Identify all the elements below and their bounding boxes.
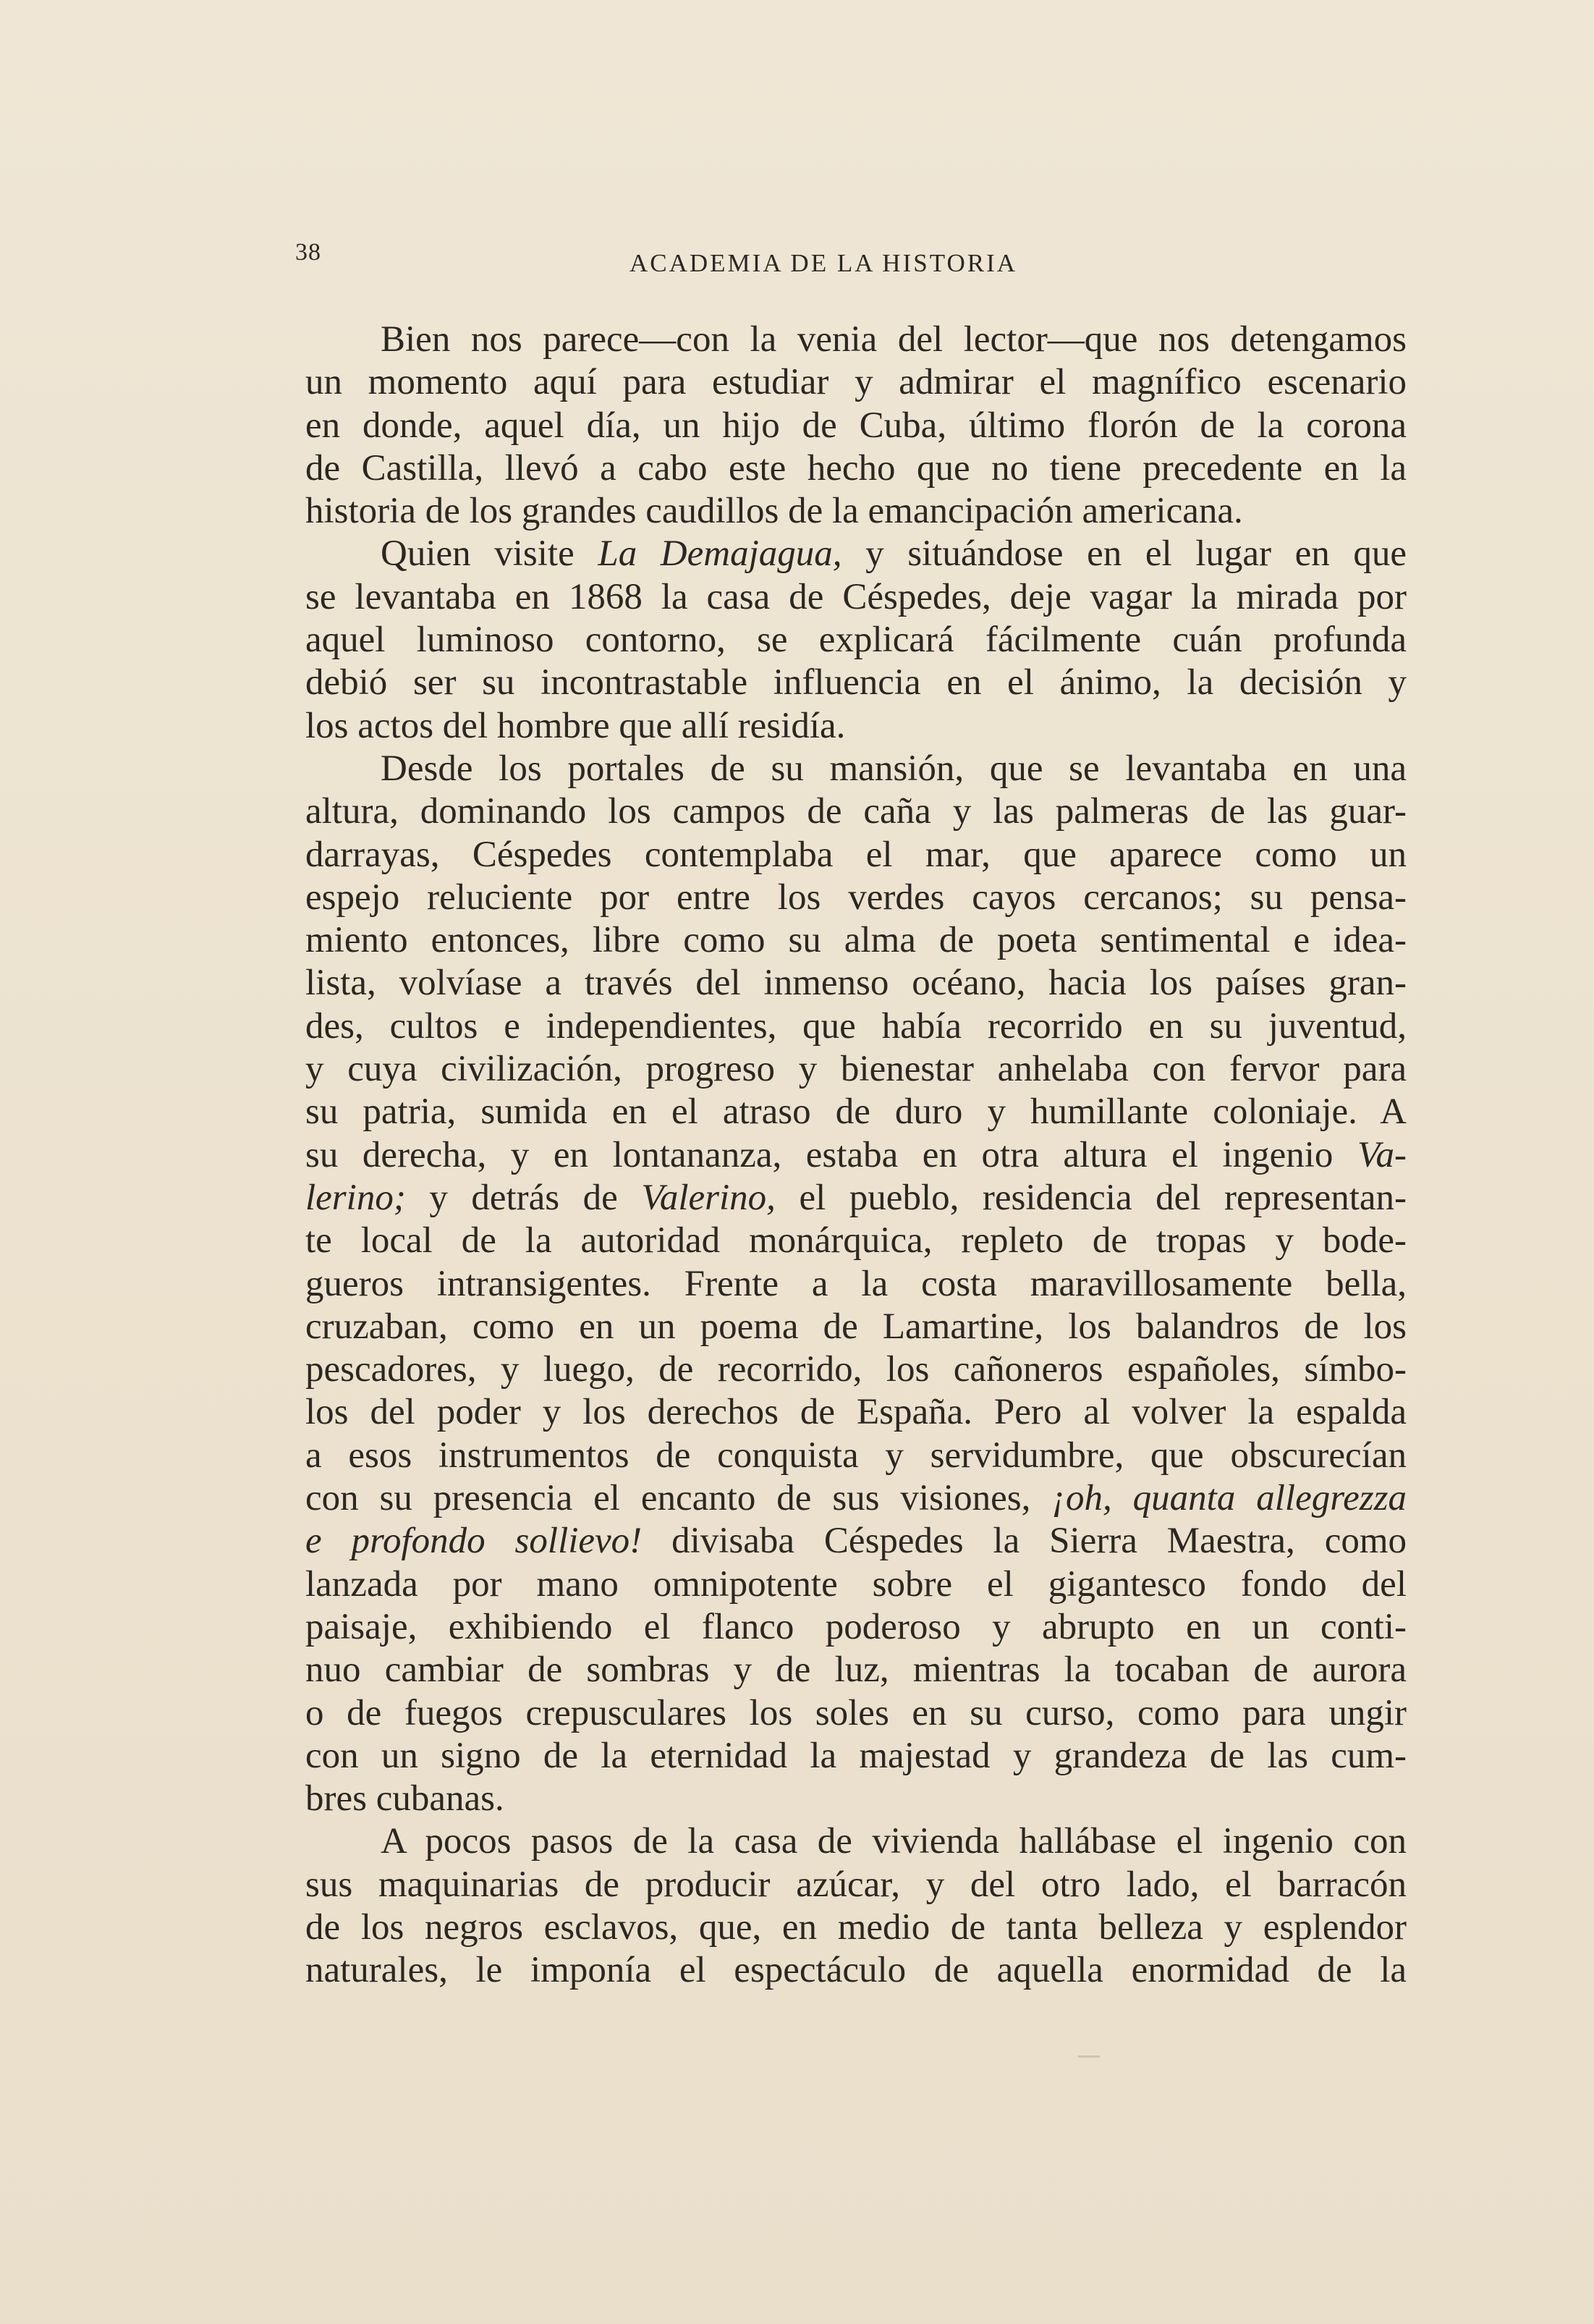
text-span: darrayas, Céspedes contemplaba el mar, que aparece como un <box>305 834 1407 875</box>
text-span: con un signo de la eternidad la majestad y grandeza de las cum- <box>305 1735 1407 1776</box>
running-head: ACADEMIA DE LA HISTORIA <box>629 249 1017 277</box>
text-line <box>305 619 1407 662</box>
text-line <box>305 1735 1407 1778</box>
text-span: miento entonces, libre como su alma de poeta sentimental e idea- <box>305 920 1407 961</box>
text-span: un momento aquí para estudiar y admirar el magnífico escenario <box>305 362 1407 403</box>
text-span: lista, volvíase a través del inmenso océano, hacia los países gran- <box>305 963 1407 1004</box>
text-span: gueros intransigentes. Frente a la costa maravillosamente bella, <box>305 1263 1407 1304</box>
text-span: pescadores, y luego, de recorrido, los cañoneros españoles, símbo- <box>305 1349 1407 1390</box>
text-line <box>305 790 1407 833</box>
text-line <box>305 1005 1407 1048</box>
text-line <box>305 490 1407 533</box>
text-line <box>305 662 1407 704</box>
text-line <box>305 1864 1407 1906</box>
text-span: y situándose en el lugar en que <box>841 533 1407 575</box>
text-span: o de fuegos crepusculares los soles en su curso, como para ungir <box>305 1692 1407 1733</box>
text-line <box>305 834 1407 876</box>
text-span: divisaba Céspedes la Sierra Maestra, como <box>642 1521 1407 1562</box>
text-line <box>305 1477 1407 1520</box>
text-line <box>305 1220 1407 1262</box>
text-line <box>305 1091 1407 1133</box>
text-line <box>305 447 1407 490</box>
text-line <box>305 1306 1407 1348</box>
text-line <box>305 1949 1407 1992</box>
text-line <box>305 1906 1407 1949</box>
text-span: des, cultos e independientes, que había recorrido en su juventud, <box>305 1005 1407 1047</box>
text-span: su derecha, y en lontananza, estaba en otra altura el ingenio <box>305 1134 1358 1175</box>
text-span: te local de la autoridad monárquica, repleto de tropas y bode- <box>305 1220 1407 1262</box>
text-line <box>305 1391 1407 1434</box>
text-span: de los negros esclavos, que, en medio de tanta belleza y esplendor <box>305 1906 1407 1948</box>
text-span: debió ser su incontrastable influencia en el ánimo, la decisión y <box>305 662 1407 703</box>
text-span: su patria, sumida en el atraso de duro y humillante coloniaje. A <box>305 1091 1407 1133</box>
text-line <box>305 748 1407 790</box>
text-span: nuo cambiar de sombras y de luz, mientras la tocaban de aurora <box>305 1649 1407 1691</box>
text-span: en donde, aquel día, un hijo de Cuba, último florón de la corona <box>305 405 1407 446</box>
text-span: lanzada por mano omnipotente sobre el gigantesco fondo del <box>305 1563 1407 1605</box>
text-line <box>305 1048 1407 1091</box>
text-span: paisaje, exhibiendo el flanco poderoso y abrupto en un conti- <box>305 1606 1407 1647</box>
text-span: Desde los portales de su mansión, que se levantaba en una <box>381 748 1407 789</box>
text-line <box>305 1820 1407 1863</box>
text-line <box>305 962 1407 1005</box>
text-span: los del poder y los derechos de España. Pero al volver la espalda <box>305 1392 1407 1433</box>
italic-span: lerino; <box>305 1177 406 1218</box>
text-line <box>305 1263 1407 1306</box>
text-span: A pocos pasos de la casa de vivienda hallábase el ingenio con <box>381 1821 1407 1862</box>
italic-span: e profondo sollievo! <box>305 1521 643 1562</box>
text-line <box>305 318 1407 361</box>
text-span: y cuya civilización, progreso y bienestar anhelaba con fervor para <box>305 1049 1407 1090</box>
text-span: bres cubanas. <box>305 1778 504 1820</box>
text-line <box>305 405 1407 447</box>
text-line <box>305 1649 1407 1691</box>
text-line <box>305 533 1407 575</box>
text-span: Bien nos parece—con la venia del lector—que nos detengamos <box>381 319 1407 360</box>
text-span: de Castilla, llevó a cabo este hecho que no tiene precedente en la <box>305 447 1407 489</box>
text-span: espejo reluciente por entre los verdes cayos cercanos; su pensa- <box>305 876 1407 918</box>
text-span: con su presencia el encanto de sus visiones, <box>305 1478 1052 1519</box>
text-span: Quien visite <box>381 533 598 575</box>
text-span: altura, dominando los campos de caña y las palmeras de las guar- <box>305 791 1407 832</box>
text-span: a esos instrumentos de conquista y servidumbre, que obscurecían <box>305 1434 1407 1476</box>
text-line <box>305 1692 1407 1735</box>
text-line <box>305 1563 1407 1606</box>
text-line <box>305 1520 1407 1563</box>
text-line <box>305 1434 1407 1477</box>
italic-span: Valerino, <box>641 1177 776 1218</box>
printer-mark <box>1078 2055 1100 2058</box>
text-line <box>305 705 1407 748</box>
text-span: se levantaba en 1868 la casa de Céspedes, deje vagar la mirada por <box>305 576 1407 617</box>
text-span: aquel luminoso contorno, se explicará fácilmente cuán profunda <box>305 620 1407 661</box>
page-number: 38 <box>295 239 321 266</box>
text-span: cruzaban, como en un poema de Lamartine, los balandros de los <box>305 1306 1407 1347</box>
text-line <box>305 361 1407 404</box>
text-line <box>305 1348 1407 1391</box>
text-span: los actos del hombre que allí residía. <box>305 705 846 746</box>
text-line <box>305 1177 1407 1220</box>
text-span: naturales, le imponía el espectáculo de aquella enormidad de la <box>305 1950 1407 1991</box>
text-line <box>305 876 1407 919</box>
text-span: historia de los grandes caudillos de la emancipación americana. <box>305 491 1243 532</box>
text-span: el pueblo, residencia del representan- <box>775 1177 1407 1218</box>
text-span: y detrás de <box>405 1177 642 1218</box>
text-line <box>305 576 1407 619</box>
text-line <box>305 1778 1407 1820</box>
text-line <box>305 1606 1407 1649</box>
italic-span: Va- <box>1357 1134 1407 1175</box>
text-line <box>305 919 1407 962</box>
text-line <box>305 1134 1407 1177</box>
italic-span: La Demajagua, <box>598 533 842 575</box>
italic-span: ¡oh, quanta allegrezza <box>1051 1478 1407 1519</box>
text-span: sus maquinarias de producir azúcar, y del otro lado, el barracón <box>305 1864 1407 1905</box>
body-text <box>305 318 1407 1993</box>
